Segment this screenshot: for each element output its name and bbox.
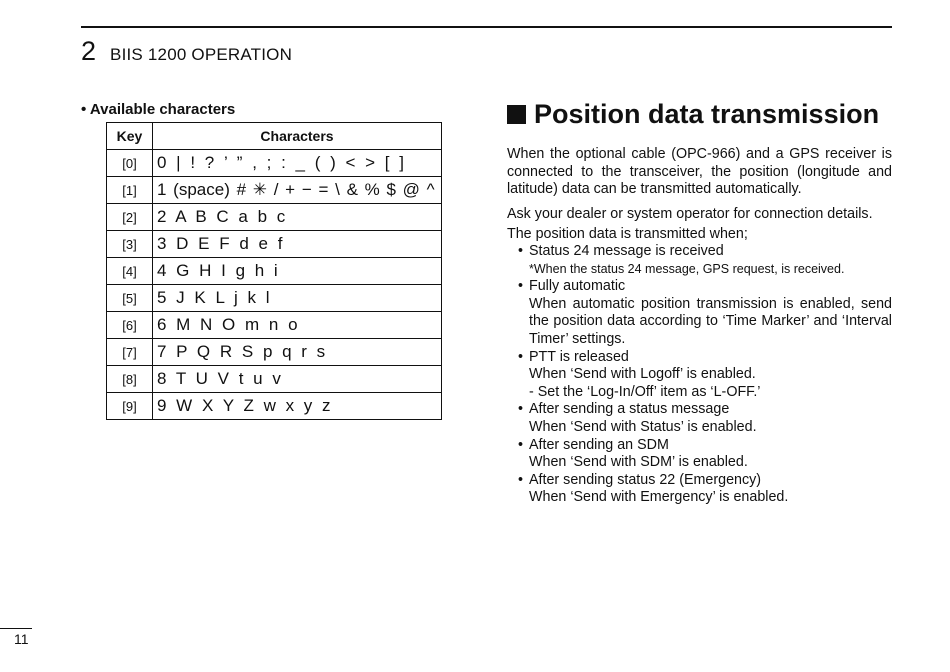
bullet-dot-icon: • xyxy=(518,348,524,365)
key-cell: [1] xyxy=(107,177,153,204)
characters-cell: 9 W X Y Z w x y z xyxy=(153,393,442,420)
list-item-note: When ‘Send with Status’ is enabled. xyxy=(529,418,757,435)
list-item xyxy=(518,278,892,348)
list-item-title: After sending a status message xyxy=(529,401,730,418)
bullet-dot-icon: • xyxy=(518,471,524,488)
characters-cell: 3 D E F d e f xyxy=(153,231,442,258)
chapter-title: BIIS 1200 OPERATION xyxy=(110,45,293,64)
bullet-dot-icon: • xyxy=(518,278,524,295)
characters-cell: 1 (space) # ✳ / + − = \ & % $ @ ^ xyxy=(153,177,442,204)
list-item-note: When ‘Send with SDM’ is enabled. xyxy=(529,454,748,471)
table-row xyxy=(107,339,442,366)
list-item-title: PTT is released xyxy=(529,348,629,365)
square-bullet-icon xyxy=(507,105,526,124)
table-row xyxy=(107,312,442,339)
list-item xyxy=(518,243,892,278)
bullet-dot-icon: • xyxy=(518,401,524,418)
characters-cell: 4 G H I g h i xyxy=(153,258,442,285)
table-row xyxy=(107,177,442,204)
list-item xyxy=(518,437,892,472)
bullet-dot-icon: • xyxy=(518,243,524,259)
table-row xyxy=(107,258,442,285)
characters-cell: 6 M N O m n o xyxy=(153,312,442,339)
key-cell: [7] xyxy=(107,339,153,366)
list-item-title: After sending status 22 (Emergency) xyxy=(529,471,762,488)
key-cell: [5] xyxy=(107,285,153,312)
characters-cell: 5 J K L j k l xyxy=(153,285,442,312)
footer-rule xyxy=(0,628,32,629)
characters-cell: 0 | ! ? ’ ” , ; : _ ( ) < > [ ] xyxy=(153,150,442,177)
dealer-paragraph: Ask your dealer or system operator for connection details. xyxy=(507,206,873,222)
characters-cell: 2 A B C a b c xyxy=(153,204,442,231)
list-item-note: When ‘Send with Logoff’ is enabled. xyxy=(529,366,756,383)
characters-cell: 8 T U V t u v xyxy=(153,366,442,393)
key-cell: [2] xyxy=(107,204,153,231)
list-item xyxy=(518,472,892,507)
chapter-number: 2 xyxy=(81,36,97,66)
list-item-note: - Set the ‘Log-In/Off’ item as ‘L-OFF.’ xyxy=(529,383,761,400)
key-cell: [0] xyxy=(107,150,153,177)
characters-cell: 7 P Q R S p q r s xyxy=(153,339,442,366)
key-column-header: Key xyxy=(107,123,153,150)
conditions-intro: The position data is transmitted when; xyxy=(507,226,748,242)
key-cell: [8] xyxy=(107,366,153,393)
table-row xyxy=(107,150,442,177)
conditions-list xyxy=(518,243,892,507)
list-item-title: Status 24 message is received xyxy=(529,243,724,259)
key-cell: [6] xyxy=(107,312,153,339)
list-item-note: *When the status 24 message, GPS request, is received. xyxy=(529,261,845,276)
table-header-row xyxy=(107,123,442,150)
list-item-note: When ‘Send with Emergency’ is enabled. xyxy=(529,489,789,506)
table-row xyxy=(107,366,442,393)
key-cell: [3] xyxy=(107,231,153,258)
section-title: Position data transmission xyxy=(534,99,880,129)
section-heading xyxy=(507,99,879,130)
header-rule xyxy=(81,26,892,28)
list-item-note: When automatic position transmission is enabled, send the position data according to ‘Time Marker’ and ‘Interval Timer’ settings. xyxy=(529,295,892,347)
table-row xyxy=(107,204,442,231)
list-item xyxy=(518,401,892,436)
characters-column-header: Characters xyxy=(153,123,442,150)
bullet-dot-icon: • xyxy=(518,436,524,453)
list-item-title: After sending an SDM xyxy=(529,436,669,453)
list-item-title: Fully automatic xyxy=(529,278,626,295)
table-row xyxy=(107,393,442,420)
key-cell: [4] xyxy=(107,258,153,285)
list-item xyxy=(518,349,892,402)
table-row xyxy=(107,231,442,258)
intro-paragraph: When the optional cable (OPC-966) and a GPS receiver is connected to the transceiver, the position (longitude and latitude) data can be transmitted automatically. xyxy=(507,146,892,198)
table-row xyxy=(107,285,442,312)
characters-table xyxy=(106,122,442,420)
page-number: 11 xyxy=(14,631,29,647)
available-characters-heading: • Available characters xyxy=(81,101,236,118)
key-cell: [9] xyxy=(107,393,153,420)
chapter-header xyxy=(81,36,292,67)
